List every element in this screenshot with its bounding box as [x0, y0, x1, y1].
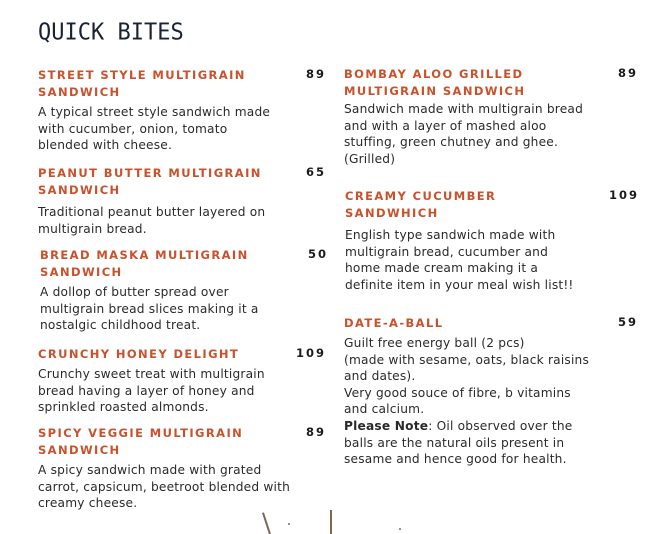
menu-item — [38, 67, 326, 154]
item-price: 59 — [617, 315, 638, 329]
note-text: : Oil observed over the balls are the natural oils present in sesame and hence good for health. — [344, 418, 573, 467]
item-description: Sandwich made with multigrain bread and with a layer of mashed aloo stuffing, green chutney and ghee. (Grilled) — [344, 102, 584, 166]
menu-item — [345, 188, 639, 293]
menu-item — [40, 247, 328, 334]
item-description: Traditional peanut butter layered on multigrain bread. — [38, 205, 266, 236]
decorative-stick — [330, 510, 332, 534]
item-description: Crunchy sweet treat with multigrain bread having a layer of honey and sprinkled roasted almonds. — [38, 367, 265, 415]
item-price: 89 — [305, 67, 326, 81]
item-title: SPICY VEGGIE MULTIGRAIN SANDWICH — [38, 426, 244, 457]
menu-item — [344, 315, 638, 468]
item-description: A spicy sandwich made with grated carrot, capsicum, beetroot blended with creamy cheese. — [38, 463, 291, 511]
item-price: 89 — [305, 425, 326, 439]
item-description: English type sandwich made with multigrain bread, cucumber and home made cream making it a definite item in your meal wish list!! — [345, 228, 574, 292]
item-description: A dollop of butter spread over multigrain bread slices making it a nostalgic childhood treat. — [40, 285, 259, 333]
item-title: STREET STYLE MULTIGRAIN SANDWICH — [38, 68, 246, 99]
item-price: 65 — [305, 165, 326, 179]
item-description — [344, 335, 624, 468]
item-price: 109 — [295, 346, 326, 360]
item-description: A typical street style sandwich made with cucumber, onion, tomato blended with cheese. — [38, 105, 271, 153]
item-title: CRUNCHY HONEY DELIGHT — [38, 347, 240, 361]
item-description-text: Guilt free energy ball (2 pcs) (made with sesame, oats, black raisins and dates). Very good souce of fibre, b vitamins and calcium. — [344, 336, 590, 417]
item-price: 109 — [608, 188, 639, 202]
menu-item — [38, 165, 326, 237]
menu-item — [38, 425, 326, 512]
decorative-dot — [399, 528, 401, 530]
item-title: DATE-A-BALL — [344, 316, 444, 330]
item-title: BREAD MASKA MULTIGRAIN SANDWICH — [40, 248, 249, 279]
item-price: 50 — [307, 247, 328, 261]
decorative-dot — [288, 523, 290, 525]
menu-item — [344, 66, 638, 167]
item-price: 89 — [617, 66, 638, 80]
item-title: CREAMY CUCUMBER SANDWHICH — [345, 189, 497, 220]
decorative-stick — [262, 512, 272, 534]
section-heading: QUICK BITES — [38, 19, 184, 46]
menu-item — [38, 346, 326, 416]
item-title: BOMBAY ALOO GRILLED MULTIGRAIN SANDWICH — [344, 67, 526, 98]
item-title: PEANUT BUTTER MULTIGRAIN SANDWICH — [38, 166, 262, 197]
note-label: Please Note — [344, 418, 429, 433]
